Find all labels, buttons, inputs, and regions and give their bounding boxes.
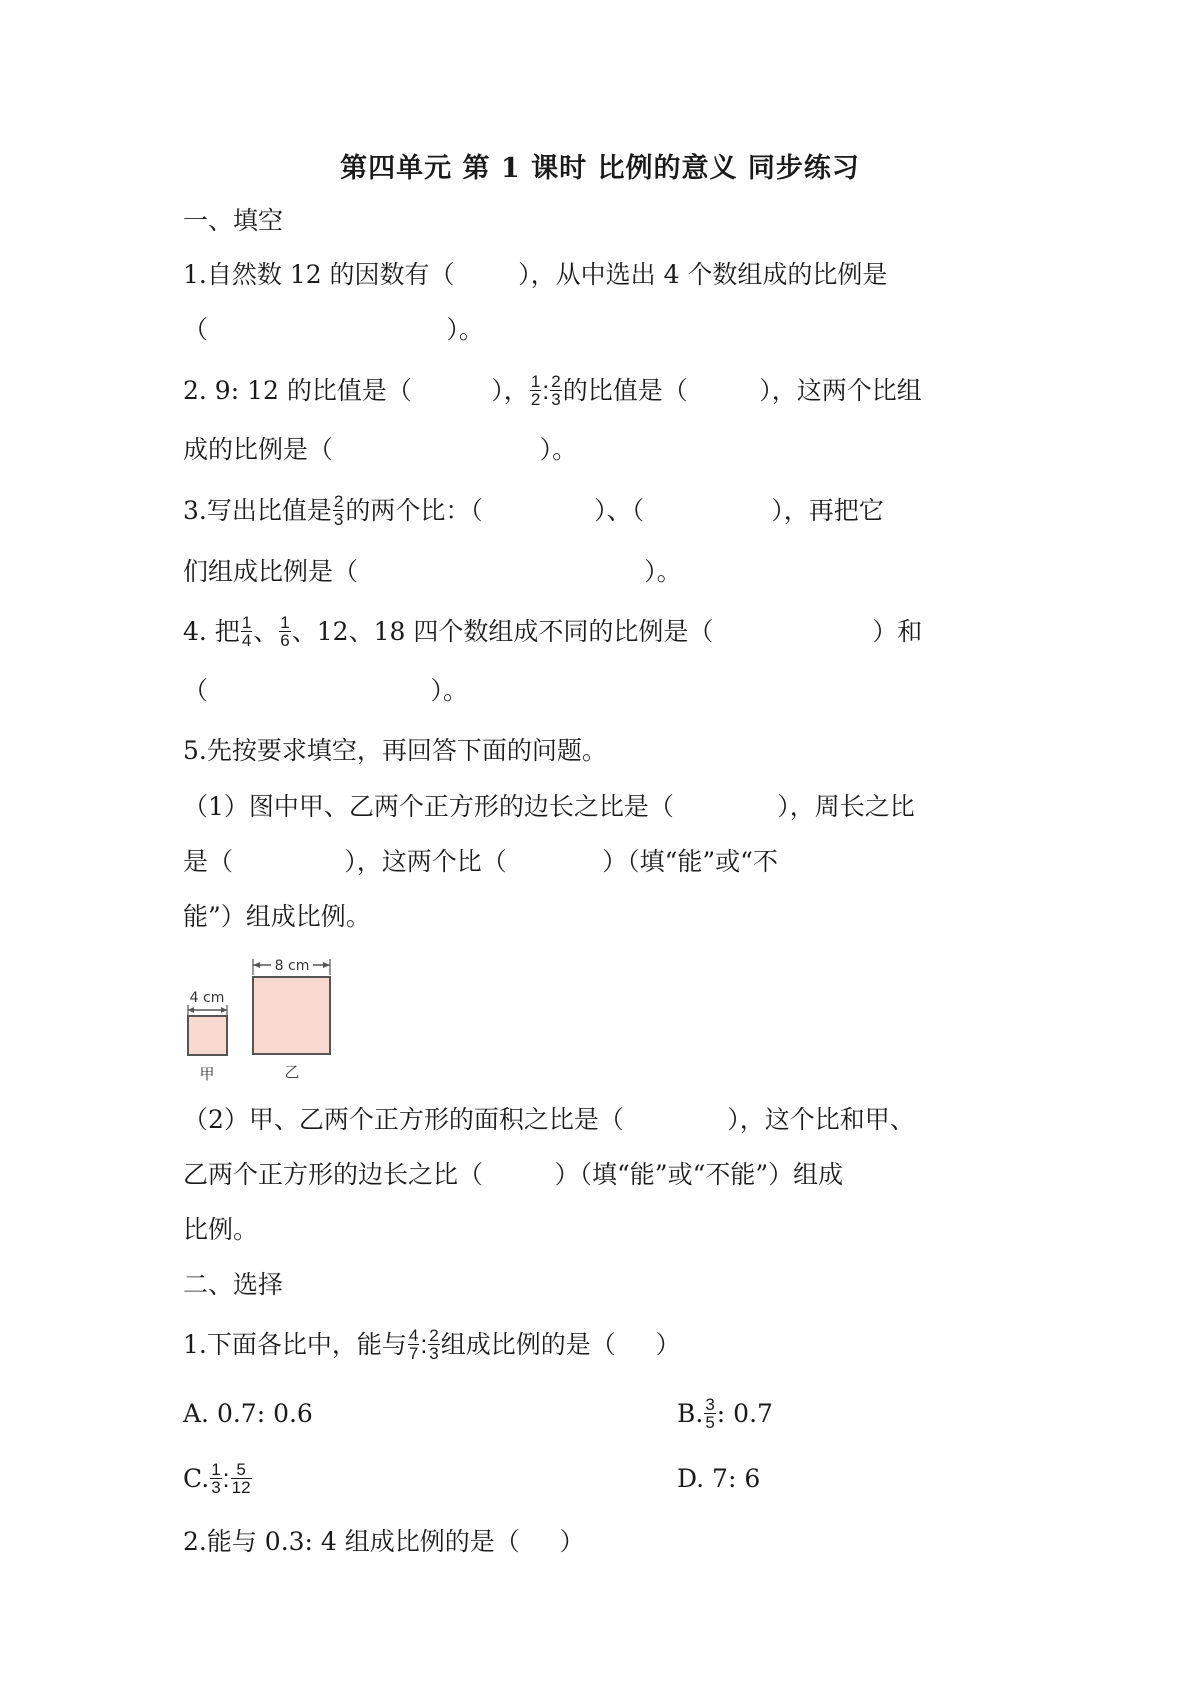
q4-line-2: （ ）。 [183,676,469,705]
c1-question [183,1328,681,1364]
fraction-two-thirds [550,373,561,408]
c1-option-c [183,1462,253,1498]
q1-line-2: （ ）。 [183,315,484,344]
fraction-numerator: 1 [280,613,290,632]
fraction-numerator: 1 [211,1460,221,1479]
fraction-three-fifths [704,1396,715,1431]
fraction-denominator: 12 [231,1478,251,1497]
q5-part1-line-2: 是（ ），这两个比（ ）（填“能”或“不 [183,847,778,876]
c1-text-pre: 1.下面各比中，能与 [183,1330,407,1359]
q3-text-pre: 3.写出比值是 [183,496,332,525]
section-choice-heading: 二、选择 [183,1270,284,1299]
fraction-denominator: 3 [429,1344,439,1363]
q5-intro: 5.先按要求填空，再回答下面的问题。 [183,736,607,765]
small-square-name: 甲 [199,1065,215,1083]
fraction-denominator: 2 [530,390,541,409]
q4-text-post: 、12、18 四个数组成不同的比例是（ ）和 [291,617,923,646]
arrow-head-icon [323,962,330,968]
fraction-numerator: 1 [530,372,541,391]
q2-line-2: 成的比例是（ ）。 [183,435,578,464]
fraction-denominator: 3 [211,1478,221,1497]
fraction-numerator: 1 [241,613,252,632]
fraction-one-sixth [279,614,290,649]
q2-line-1 [183,374,922,410]
option-b-letter: B. [677,1399,704,1428]
q5-part1-line-3: 能”）组成比例。 [183,902,371,931]
arrow-head-icon [221,1007,227,1013]
small-square [188,1016,227,1055]
fraction-one-quarter [241,614,252,649]
fraction-numerator: 3 [705,1395,715,1414]
fraction-numerator: 2 [333,492,344,511]
section-fill-heading: 一、填空 [183,206,284,235]
q4-line-1 [183,615,922,651]
page-title: 第四单元 第 1 课时 比例的意义 同步练习 [340,153,860,184]
big-square-side-label: 8 cm [274,958,310,974]
big-square-name: 乙 [284,1063,300,1081]
q5-part1-line-1: （1）图中甲、乙两个正方形的边长之比是（ ），周长之比 [183,792,915,821]
small-square-side-label: 4 cm [189,990,225,1006]
fraction-two-thirds [428,1327,439,1362]
fraction-two-thirds [333,493,344,528]
option-b-rest: : 0.7 [716,1399,773,1428]
fraction-one-half [530,373,541,408]
q2-text-post: 的比值是（ ），这两个比组 [562,376,922,405]
ratio-colon: : [222,1465,230,1493]
arrow-head-icon [188,1007,194,1013]
c2-question: 2.能与 0.3: 4 组成比例的是（ ） [183,1527,585,1556]
arrow-head-icon [253,962,260,968]
q3-line-2: 们组成比例是（ ）。 [183,557,682,586]
c1-option-b [677,1397,773,1433]
fraction-denominator: 7 [408,1344,419,1363]
ratio-colon: : [542,377,550,405]
q3-line-1 [183,494,884,530]
q4-separator: 、 [253,617,279,646]
fraction-denominator: 4 [241,631,252,650]
big-square [253,977,330,1054]
fraction-denominator: 6 [280,631,290,650]
fraction-numerator: 4 [408,1326,419,1345]
fraction-one-third [210,1461,221,1496]
q4-text-pre: 4. 把 [183,617,240,646]
fraction-five-twelfths [231,1461,252,1496]
fraction-denominator: 3 [551,390,561,409]
c1-text-post: 组成比例的是（ ） [440,1330,681,1359]
fraction-four-sevenths [408,1327,419,1362]
fraction-numerator: 2 [551,372,561,391]
q5-part2-line-2: 乙两个正方形的边长之比（ ）（填“能”或“不能”）组成 [183,1160,844,1189]
fraction-numerator: 2 [429,1326,439,1345]
q5-part2-line-1: （2）甲、乙两个正方形的面积之比是（ ），这个比和甲、 [183,1105,915,1134]
q2-text-pre: 2. 9: 12 的比值是（ ）， [183,376,529,405]
q3-text-post: 的两个比：（ ）、（ ），再把它 [345,496,884,525]
fraction-denominator: 3 [333,510,344,529]
q5-part2-line-3: 比例。 [183,1215,259,1244]
fraction-numerator: 5 [231,1461,252,1479]
option-c-letter: C. [183,1464,210,1493]
q1-line-1: 1.自然数 12 的因数有（ ），从中选出 4 个数组成的比例是 [183,260,888,289]
squares-figure [185,955,345,1085]
c1-option-a: A. 0.7: 0.6 [183,1399,313,1428]
c1-option-d: D. 7: 6 [677,1464,761,1493]
fraction-denominator: 5 [705,1413,715,1432]
ratio-colon: : [420,1331,428,1359]
